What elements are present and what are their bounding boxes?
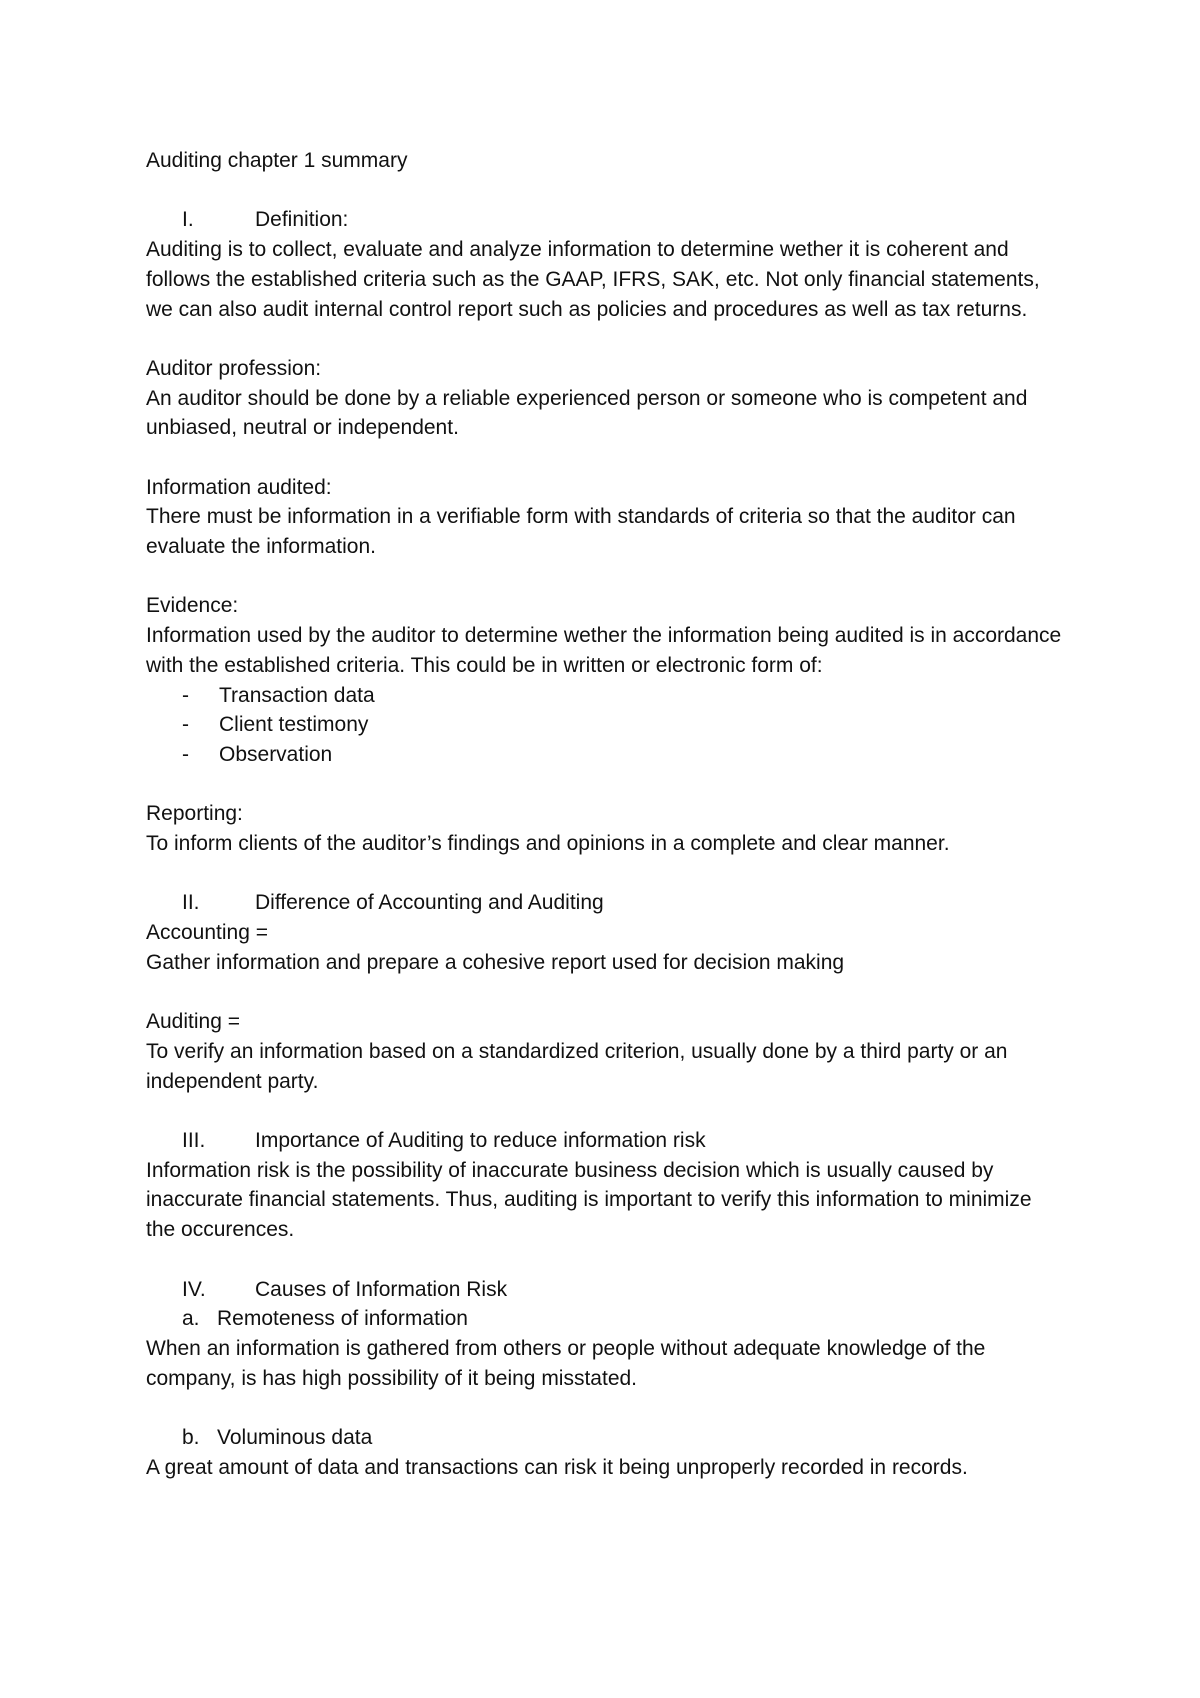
reporting-paragraph: To inform clients of the auditor’s findings and opinions in a complete and clear manner. bbox=[146, 832, 950, 856]
section-number: II. bbox=[182, 891, 200, 915]
list-item-text: Transaction data bbox=[219, 683, 375, 707]
auditing-label: Auditing = bbox=[146, 1010, 240, 1034]
spacer bbox=[146, 176, 1066, 206]
accounting-label: Accounting = bbox=[146, 921, 269, 945]
reporting-heading: Reporting: bbox=[146, 802, 243, 826]
information-audited-paragraph: There must be information in a verifiable form with standards of criteria so that the auditor can evaluate the information. bbox=[146, 505, 1016, 559]
list-item bbox=[146, 740, 1066, 770]
information-audited-heading: Information audited: bbox=[146, 475, 332, 499]
section-heading-importance bbox=[146, 1126, 1066, 1156]
section-number: I. bbox=[182, 208, 194, 232]
accounting-paragraph: Gather information and prepare a cohesive report used for decision making bbox=[146, 950, 845, 974]
section-number: IV. bbox=[182, 1277, 206, 1301]
section-heading-text: Difference of Accounting and Auditing bbox=[255, 891, 604, 915]
spacer bbox=[146, 443, 1066, 473]
subheading-remoteness bbox=[146, 1304, 1066, 1334]
spacer bbox=[146, 859, 1066, 889]
document-body bbox=[146, 146, 1066, 1482]
importance-paragraph: Information risk is the possibility of inaccurate business decision which is usually caused by inaccurate financial statements. Thus, auditing is important to verify this information to minimize the occurences. bbox=[146, 1158, 1032, 1242]
sub-item-label: a. bbox=[182, 1307, 200, 1331]
evidence-heading: Evidence: bbox=[146, 594, 239, 618]
spacer bbox=[146, 978, 1066, 1008]
section-heading-text: Causes of Information Risk bbox=[255, 1277, 508, 1301]
spacer bbox=[146, 1096, 1066, 1126]
evidence-paragraph: Information used by the auditor to determine wether the information being audited is in accordance with the established criteria. This could be in written or electronic form of: bbox=[146, 624, 1062, 677]
auditing-paragraph: To verify an information based on a standardized criterion, usually done by a third party or an independent party. bbox=[146, 1039, 1008, 1093]
definition-paragraph: Auditing is to collect, evaluate and analyze information to determine wether it is coherent and follows the established criteria such as the GAAP, IFRS, SAK, etc. Not only financial statements, we can also audit internal control report such as policies and procedures as well as tax returns. bbox=[146, 238, 1040, 321]
subheading-voluminous bbox=[146, 1423, 1066, 1453]
spacer bbox=[146, 324, 1066, 354]
sub-item-heading: Voluminous data bbox=[217, 1426, 373, 1450]
dash-bullet: - bbox=[182, 743, 189, 766]
section-heading-causes bbox=[146, 1275, 1066, 1305]
dash-bullet: - bbox=[182, 713, 189, 737]
spacer bbox=[146, 1393, 1066, 1423]
dash-bullet: - bbox=[182, 683, 189, 707]
spacer bbox=[146, 770, 1066, 800]
section-heading-difference bbox=[146, 888, 1066, 918]
list-item-text: Observation bbox=[219, 743, 333, 766]
sub-item-heading: Remoteness of information bbox=[217, 1307, 468, 1331]
spacer bbox=[146, 1245, 1066, 1275]
document-title: Auditing chapter 1 summary bbox=[146, 149, 408, 172]
spacer bbox=[146, 562, 1066, 592]
voluminous-paragraph: A great amount of data and transactions can risk it being unproperly recorded in records. bbox=[146, 1455, 968, 1479]
auditor-profession-heading: Auditor profession: bbox=[146, 356, 322, 380]
section-number: III. bbox=[182, 1129, 206, 1153]
evidence-list bbox=[146, 681, 1066, 770]
section-heading-definition bbox=[146, 205, 1066, 235]
remoteness-paragraph: When an information is gathered from others or people without adequate knowledge of the company, is has high possibility of it being misstated. bbox=[146, 1336, 986, 1390]
list-item bbox=[146, 710, 1066, 740]
sub-item-label: b. bbox=[182, 1426, 200, 1450]
section-heading-text: Definition: bbox=[255, 208, 349, 232]
auditor-profession-paragraph: An auditor should be done by a reliable experienced person or someone who is competent and unbiased, neutral or independent. bbox=[146, 386, 1028, 440]
list-item bbox=[146, 681, 1066, 711]
section-heading-text: Importance of Auditing to reduce information risk bbox=[255, 1129, 706, 1153]
list-item-text: Client testimony bbox=[219, 713, 369, 737]
